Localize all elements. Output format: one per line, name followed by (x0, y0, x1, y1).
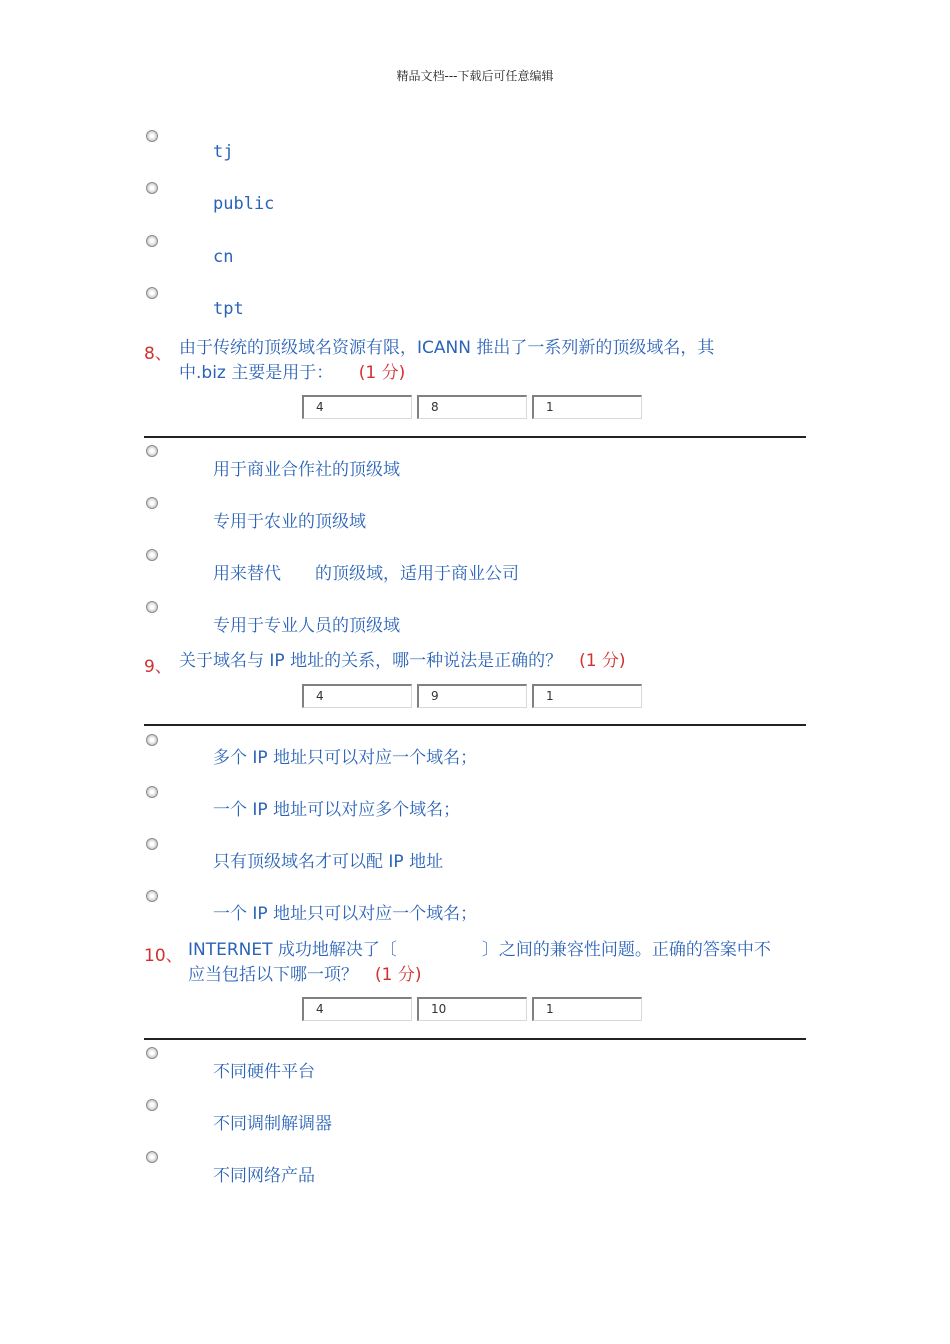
radio-q9-option-4[interactable] (146, 890, 158, 902)
radio-q7-option-4[interactable] (146, 287, 158, 299)
q8-meta-field-2[interactable]: 8 (417, 395, 527, 419)
q8-text-line-2-content: 中.biz 主要是用于： (179, 363, 325, 383)
q8-question-text (179, 336, 799, 386)
q9-option-1-label: 多个 IP 地址只可以对应一个域名； (213, 748, 478, 768)
page-header: 精品文档---下载后可任意编辑 (396, 69, 554, 83)
q10-meta-field-1[interactable]: 4 (302, 997, 412, 1021)
q8-text-line-2 (179, 361, 799, 386)
q8-divider (144, 436, 806, 438)
q8-meta-field-3[interactable]: 1 (532, 395, 642, 419)
radio-q10-option-3[interactable] (146, 1151, 158, 1163)
q10-score: (1 分) (375, 965, 422, 985)
q9-score: (1 分) (579, 651, 626, 671)
q10-text-line-1: INTERNET 成功地解决了〔 〕之间的兼容性问题。正确的答案中不 (188, 940, 771, 960)
q10-option-2-label: 不同调制解调器 (213, 1114, 332, 1134)
radio-q7-option-2[interactable] (146, 182, 158, 194)
q9-number: 9、 (144, 657, 172, 677)
q7-option-3-label: cn (213, 247, 234, 267)
q9-meta-field-3[interactable]: 1 (532, 684, 642, 708)
q9-meta-field-1[interactable]: 4 (302, 684, 412, 708)
q9-option-3-label: 只有顶级域名才可以配 IP 地址 (213, 852, 444, 872)
radio-q8-option-1[interactable] (146, 445, 158, 457)
q10-option-3-label: 不同网络产品 (213, 1166, 315, 1186)
q8-option-3-label: 用来替代 的顶级域，适用于商业公司 (213, 564, 519, 584)
q7-option-4-label: tpt (213, 299, 244, 319)
q9-option-2-label: 一个 IP 地址可以对应多个域名； (213, 800, 461, 820)
radio-q8-option-3[interactable] (146, 549, 158, 561)
radio-q8-option-2[interactable] (146, 497, 158, 509)
q8-meta-field-1[interactable]: 4 (302, 395, 412, 419)
q9-meta-fields (302, 684, 647, 708)
q8-score: (1 分) (358, 363, 406, 383)
radio-q10-option-2[interactable] (146, 1099, 158, 1111)
radio-q9-option-1[interactable] (146, 734, 158, 746)
q8-meta-fields (302, 395, 647, 419)
q10-text-line-2-content: 应当包括以下哪一项？ (188, 965, 358, 985)
radio-q10-option-1[interactable] (146, 1047, 158, 1059)
q8-number: 8、 (144, 344, 172, 364)
q8-option-1-label: 用于商业合作社的顶级域 (213, 460, 400, 480)
q10-question-text (188, 938, 808, 988)
q10-divider (144, 1038, 806, 1040)
q7-option-2-label: public (213, 194, 275, 214)
radio-q8-option-4[interactable] (146, 601, 158, 613)
q9-option-4-label: 一个 IP 地址只可以对应一个域名； (213, 904, 478, 924)
radio-q9-option-3[interactable] (146, 838, 158, 850)
q10-text-line-2 (188, 963, 808, 988)
q8-option-2-label: 专用于农业的顶级域 (213, 512, 366, 532)
q9-text-line-1 (179, 649, 799, 674)
q8-text-line-1: 由于传统的顶级域名资源有限，ICANN 推出了一系列新的顶级域名，其 (179, 338, 715, 358)
q9-question-text (179, 649, 799, 674)
q8-option-4-label: 专用于专业人员的顶级域 (213, 616, 400, 636)
q7-option-1-label: tj (213, 142, 234, 162)
q9-text-line-1-content: 关于域名与 IP 地址的关系，哪一种说法是正确的？ (179, 651, 563, 671)
q10-meta-field-2[interactable]: 10 (417, 997, 527, 1021)
q9-meta-field-2[interactable]: 9 (417, 684, 527, 708)
radio-q7-option-3[interactable] (146, 235, 158, 247)
q10-meta-fields (302, 997, 647, 1021)
q9-divider (144, 724, 806, 726)
q10-option-1-label: 不同硬件平台 (213, 1062, 315, 1082)
q10-number: 10、 (144, 946, 183, 966)
radio-q7-option-1[interactable] (146, 130, 158, 142)
radio-q9-option-2[interactable] (146, 786, 158, 798)
q10-meta-field-3[interactable]: 1 (532, 997, 642, 1021)
